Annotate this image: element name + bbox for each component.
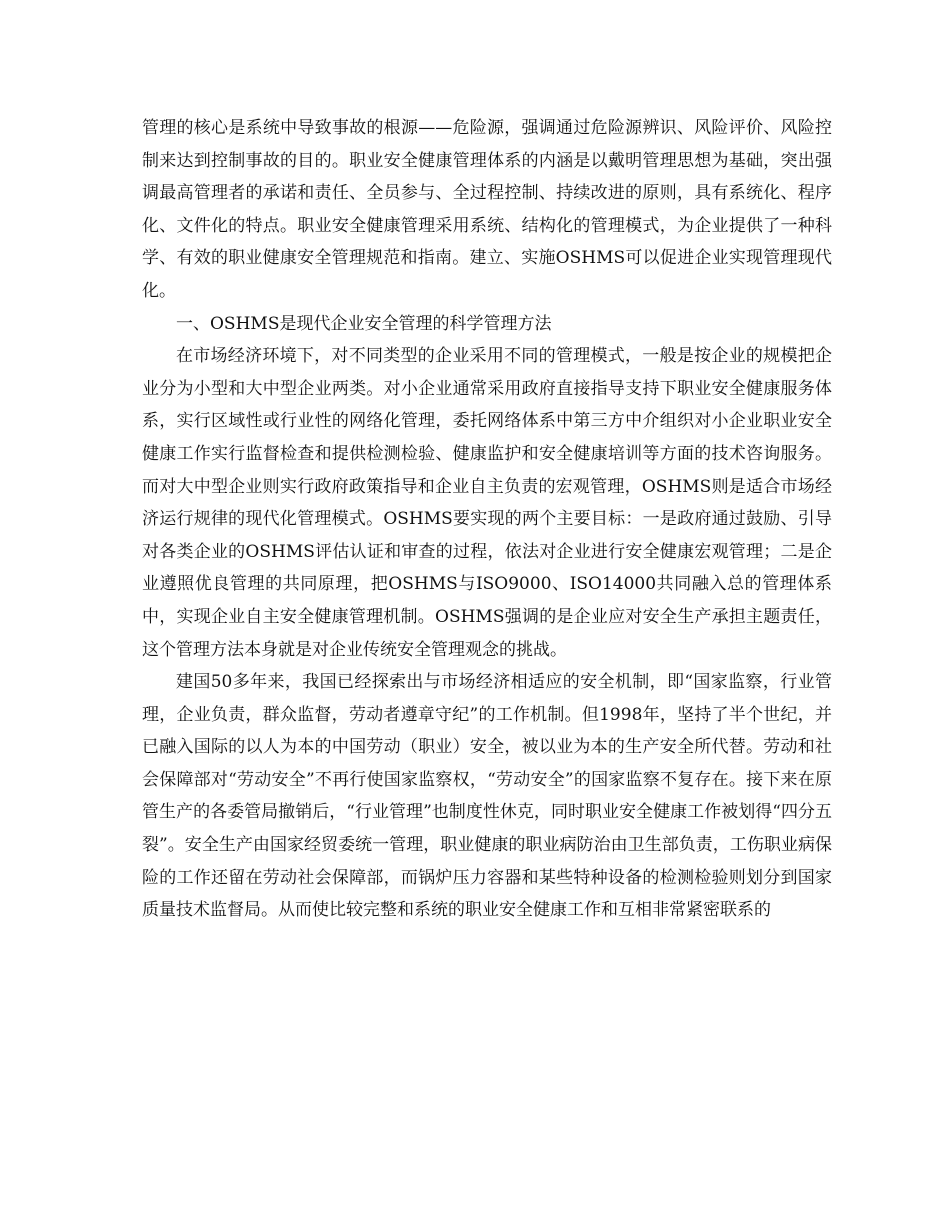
section-heading-1: 一、OSHMS是现代企业安全管理的科学管理方法 xyxy=(176,313,552,334)
paragraph-2: 在市场经济环境下，对不同类型的企业采用不同的管理模式，一般是按企业的规模把企业分为小型和大中型企业两类。对小企业通常采用政府直接指导支持下职业安全健康服务体系，实行区域性或行业性的网络化管理，委托网络体系中第三方中介组织对小企业职业安全健康工作实行监督检查和提供检测检验、健康监护和安全健康培训等方面的技术咨询服务。而对大中型企业则实行政府政策指导和企业自主负责的宏观管理，OSHMS则是适合市场经济运行规律的现代化管理模式。OSHMS要实现的两个主要目标：一是政府通过鼓励、引导对各类企业的OSHMS评估认证和审查的过程，依法对企业进行安全健康宏观管理；二是企业遵照优良管理的共同原理，把OSHMS与ISO9000、ISO14000共同融入总的管理体系中，实现企业自主安全健康管理机制。OSHMS强调的是企业应对安全生产承担主题责任，这个管理方法本身就是对企业传统安全管理观念的挑战。 xyxy=(142,346,832,660)
paragraph-1: 管理的核心是系统中导致事故的根源——危险源，强调通过危险源辨识、风险评价、风险控制来达到控制事故的目的。职业安全健康管理体系的内涵是以戴明管理思想为基础，突出强调最高管理者的承诺和责任、全员参与、全过程控制、持续改进的原则，具有系统化、程序化、文件化的特点。职业安全健康管理采用系统、结构化的管理模式，为企业提供了一种科学、有效的职业健康安全管理规范和指南。建立、实施OSHMS可以促进企业实现管理现代化。 xyxy=(142,118,832,301)
document-body xyxy=(142,112,832,927)
paragraph-3: 建国50多年来，我国已经探索出与市场经济相适应的安全机制，即“国家监察，行业管理，企业负责，群众监督，劳动者遵章守纪”的工作机制。但1998年，坚持了半个世纪，并已融入国际的以人为本的中国劳动（职业）安全，被以业为本的生产安全所代替。劳动和社会保障部对“劳动安全”不再行使国家监察权，“劳动安全”的国家监察不复存在。接下来在原管生产的各委管局撤销后，“行业管理”也制度性休克，同时职业安全健康工作被划得“四分五裂”。安全生产由国家经贸委统一管理，职业健康的职业病防治由卫生部负责，工伤职业病保险的工作还留在劳动社会保障部，而锅炉压力容器和某些特种设备的检测检验则划分到国家质量技术监督局。从而使比较完整和系统的职业安全健康工作和互相非常紧密联系的 xyxy=(142,672,832,921)
